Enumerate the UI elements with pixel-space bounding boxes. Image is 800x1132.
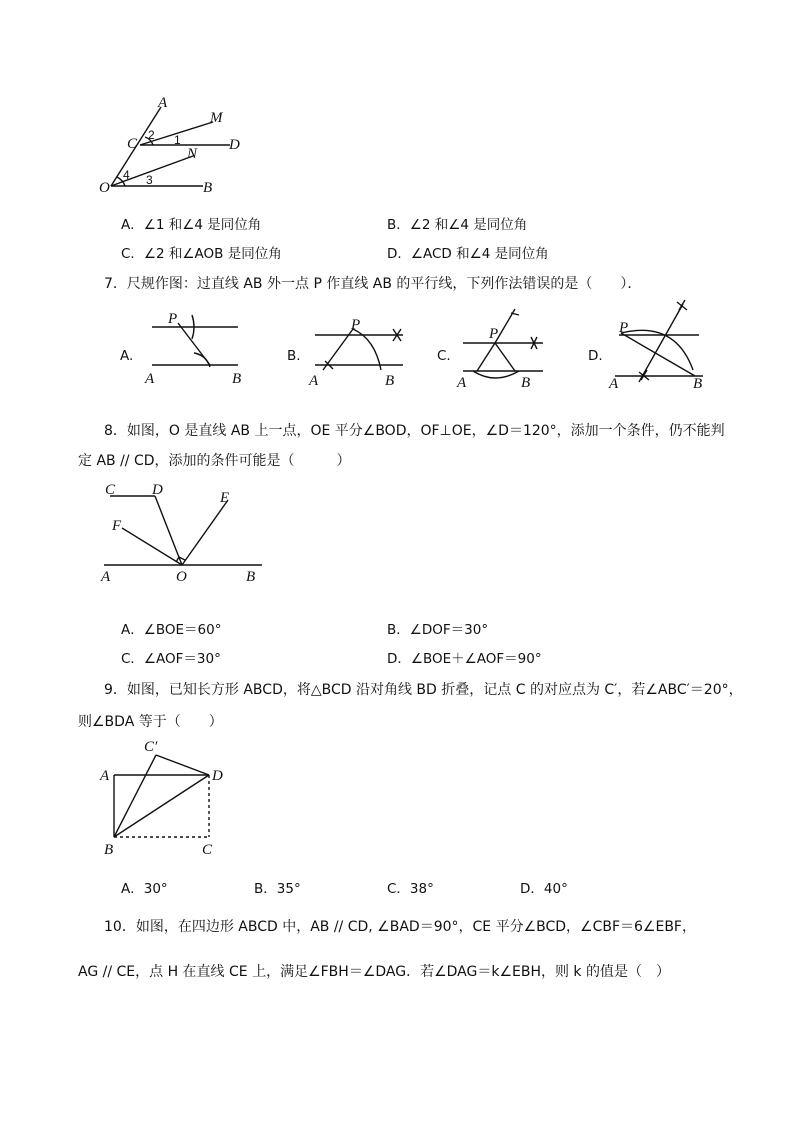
label-b: B	[693, 376, 703, 392]
q7-option-b[interactable]: B.	[287, 348, 301, 364]
angle-label-4: 4	[123, 168, 130, 182]
angle-label-1: 1	[174, 133, 181, 147]
q7-option-a[interactable]: A.	[120, 348, 134, 364]
q8-option-a[interactable]: A．∠BOE＝60°	[121, 622, 222, 638]
line-do	[155, 496, 182, 565]
q7-figure-a	[140, 305, 250, 385]
q6-option-d[interactable]: D．∠ACD 和∠4 是同位角	[387, 246, 549, 262]
label-b: B	[246, 569, 256, 585]
q7-option-c[interactable]: C.	[437, 348, 451, 364]
label-a: A	[101, 569, 111, 585]
label-m: M	[210, 110, 223, 126]
label-o: O	[99, 180, 110, 196]
q7-option-d[interactable]: D.	[588, 348, 603, 364]
q8-option-c[interactable]: C．∠AOF＝30°	[121, 651, 221, 667]
label-p: P	[619, 320, 629, 336]
label-p: P	[351, 317, 361, 333]
q9-option-a[interactable]: A．30°	[121, 881, 168, 897]
label-a: A	[100, 768, 110, 784]
q9-option-b[interactable]: B．35°	[254, 881, 301, 897]
q10-stem-line2: AG // CE，点 H 在直线 CE 上，满足∠FBH＝∠DAG．若∠DAG＝k∠EBH，则 k 的值是（ ）	[78, 964, 670, 980]
q6-option-a[interactable]: A．∠1 和∠4 是同位角	[121, 217, 262, 233]
label-a: A	[457, 375, 467, 391]
label-c: C	[105, 482, 116, 498]
label-b: B	[203, 180, 213, 196]
angle-label-3: 3	[146, 173, 153, 187]
q7-stem: 7．尺规作图：过直线 AB 外一点 P 作直线 AB 的平行线，下列作法错误的是（ ）．	[104, 276, 642, 292]
label-d: D	[152, 482, 163, 498]
q9-option-c[interactable]: C．38°	[387, 881, 434, 897]
line-of	[122, 528, 182, 565]
label-a: A	[145, 371, 155, 387]
q9-stem-line1: 9．如图，已知长方形 ABCD，将△BCD 沿对角线 BD 折叠，记点 C 的对应点为 C′，若∠ABC′＝20°，	[104, 682, 743, 698]
line-oe	[182, 500, 228, 565]
label-b: B	[104, 842, 114, 858]
label-cprime: C′	[144, 739, 158, 755]
label-b: B	[385, 373, 395, 389]
label-c: C	[202, 842, 213, 858]
label-d: D	[229, 137, 240, 153]
label-a: A	[609, 376, 619, 392]
q9-option-d[interactable]: D．40°	[520, 881, 568, 897]
label-p: P	[168, 311, 178, 327]
label-f: F	[112, 518, 122, 534]
q8-stem-line2: 定 AB // CD，添加的条件可能是（ ）	[78, 453, 351, 469]
q7-figure-d	[605, 298, 715, 390]
label-d: D	[212, 768, 223, 784]
label-e: E	[220, 490, 230, 506]
label-b: B	[232, 371, 242, 387]
label-b: B	[521, 375, 531, 391]
side-cpd	[156, 755, 209, 775]
label-p: P	[489, 326, 499, 342]
q7-figure-b	[305, 315, 415, 390]
label-a: A	[158, 95, 168, 111]
q6-option-b[interactable]: B．∠2 和∠4 是同位角	[387, 217, 528, 233]
label-o: O	[176, 569, 187, 585]
q10-stem-line1: 10．如图，在四边形 ABCD 中，AB // CD, ∠BAD＝90°，CE 平分∠BCD，∠CBF＝6∠EBF，	[104, 919, 696, 935]
q8-option-b[interactable]: B．∠DOF＝30°	[387, 622, 489, 638]
label-a: A	[309, 373, 319, 389]
angle-label-2: 2	[148, 128, 155, 142]
q8-stem-line1: 8．如图，O 是直线 AB 上一点，OE 平分∠BOD，OF⊥OE，∠D＝120°，添加一个条件，仍不能判	[104, 423, 725, 439]
side-bd	[114, 775, 209, 837]
q7-figure-c	[455, 305, 555, 390]
side-bcp	[114, 755, 156, 837]
q9-figure	[98, 735, 238, 860]
q6-option-c[interactable]: C．∠2 和∠AOB 是同位角	[121, 246, 282, 262]
label-c: C	[127, 136, 138, 152]
q6-figure	[95, 95, 255, 200]
label-n: N	[187, 146, 198, 162]
q8-figure	[100, 478, 270, 583]
q9-stem-line2: 则∠BDA 等于（ ）	[78, 714, 223, 730]
q8-option-d[interactable]: D．∠BOE＋∠AOF＝90°	[387, 651, 542, 667]
